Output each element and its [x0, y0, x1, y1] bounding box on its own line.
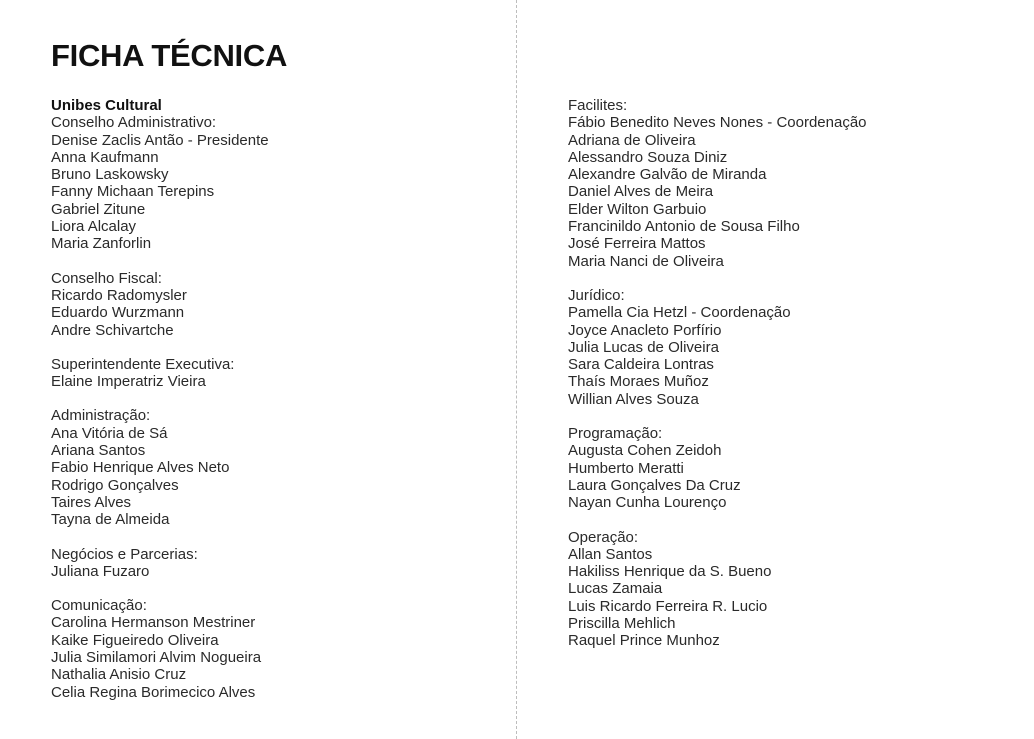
section-heading: Operação: [568, 528, 639, 546]
section-juridico [568, 287, 867, 408]
section-facilites [568, 97, 867, 270]
person-name: Francinildo Antonio de Sousa Filho [568, 218, 800, 236]
person-name: Fabio Henrique Alves Neto [51, 459, 230, 477]
person-name: Ana Vitória de Sá [51, 424, 168, 442]
person-name: Rodrigo Gonçalves [51, 476, 179, 494]
person-name: José Ferreira Mattos [568, 235, 706, 253]
section-heading: Conselho Administrativo: [51, 114, 217, 132]
person-name: Laura Gonçalves Da Cruz [568, 476, 741, 494]
person-name: Fábio Benedito Neves Nones - Coordenação [568, 114, 867, 132]
person-name: Elaine Imperatriz Vieira [51, 373, 206, 391]
person-name: Priscilla Mehlich [568, 615, 676, 633]
person-name: Liora Alcalay [51, 218, 137, 236]
section-heading: Administração: [51, 407, 151, 425]
section-conselho-administrativo [51, 114, 269, 252]
person-name: Elder Wilton Garbuio [568, 200, 707, 218]
person-name: Taires Alves [51, 493, 132, 511]
person-name: Luis Ricardo Ferreira R. Lucio [568, 597, 768, 615]
section-heading: Facilites: [568, 97, 628, 114]
person-name: Willian Alves Souza [568, 390, 699, 408]
organization-name: Unibes Cultural [51, 97, 162, 114]
person-name: Pamella Cia Hetzl - Coordenação [568, 304, 791, 322]
person-name: Daniel Alves de Meira [568, 183, 714, 201]
person-name: Fanny Michaan Terepins [51, 183, 215, 201]
person-name: Alessandro Souza Diniz [568, 148, 728, 166]
person-name: Augusta Cohen Zeidoh [568, 442, 722, 460]
person-name: Allan Santos [568, 545, 653, 563]
person-name: Nayan Cunha Lourenço [568, 494, 727, 512]
person-name: Bruno Laskowsky [51, 166, 169, 184]
section-negocios-e-parcerias [51, 546, 269, 581]
section-heading: Comunicação: [51, 597, 147, 615]
person-name: Kaike Figueiredo Oliveira [51, 631, 219, 649]
person-name: Lucas Zamaia [568, 580, 663, 598]
person-name: Carolina Hermanson Mestriner [51, 614, 256, 632]
person-name: Andre Schivartche [51, 321, 174, 339]
person-name: Ariana Santos [51, 442, 146, 460]
section-operacao [568, 529, 867, 650]
section-superintendente-executiva [51, 356, 269, 391]
person-name: Hakiliss Henrique da S. Bueno [568, 563, 772, 581]
column-divider [516, 0, 517, 739]
person-name: Adriana de Oliveira [568, 131, 696, 149]
section-heading: Programação: [568, 425, 663, 443]
section-heading: Superintendente Executiva: [51, 355, 235, 373]
section-heading: Conselho Fiscal: [51, 269, 162, 287]
person-name: Maria Zanforlin [51, 235, 152, 253]
right-column [568, 97, 867, 667]
person-name: Tayna de Almeida [51, 511, 170, 529]
person-name: Ricardo Radomysler [51, 286, 187, 304]
person-name: Julia Lucas de Oliveira [568, 338, 719, 356]
person-name: Thaís Moraes Muñoz [568, 373, 709, 391]
person-name: Sara Caldeira Lontras [568, 356, 714, 374]
section-heading: Jurídico: [568, 286, 625, 304]
person-name: Maria Nanci de Oliveira [568, 252, 724, 270]
section-conselho-fiscal [51, 270, 269, 339]
page-title: FICHA TÉCNICA [51, 38, 288, 73]
section-comunicacao [51, 597, 269, 701]
person-name: Humberto Meratti [568, 459, 684, 477]
person-name: Raquel Prince Munhoz [568, 632, 720, 650]
person-name: Eduardo Wurzmann [51, 304, 185, 322]
person-name: Juliana Fuzaro [51, 562, 150, 580]
section-programacao [568, 425, 867, 511]
person-name: Nathalia Anisio Cruz [51, 666, 187, 684]
person-name: Joyce Anacleto Porfírio [568, 321, 722, 339]
section-heading: Negócios e Parcerias: [51, 545, 198, 563]
person-name: Alexandre Galvão de Miranda [568, 166, 767, 184]
person-name: Gabriel Zitune [51, 200, 146, 218]
section-administracao [51, 407, 269, 528]
left-column [51, 97, 269, 718]
person-name: Denise Zaclis Antão - Presidente [51, 131, 269, 149]
person-name: Celia Regina Borimecico Alves [51, 683, 256, 701]
person-name: Anna Kaufmann [51, 148, 159, 166]
person-name: Julia Similamori Alvim Nogueira [51, 649, 262, 667]
